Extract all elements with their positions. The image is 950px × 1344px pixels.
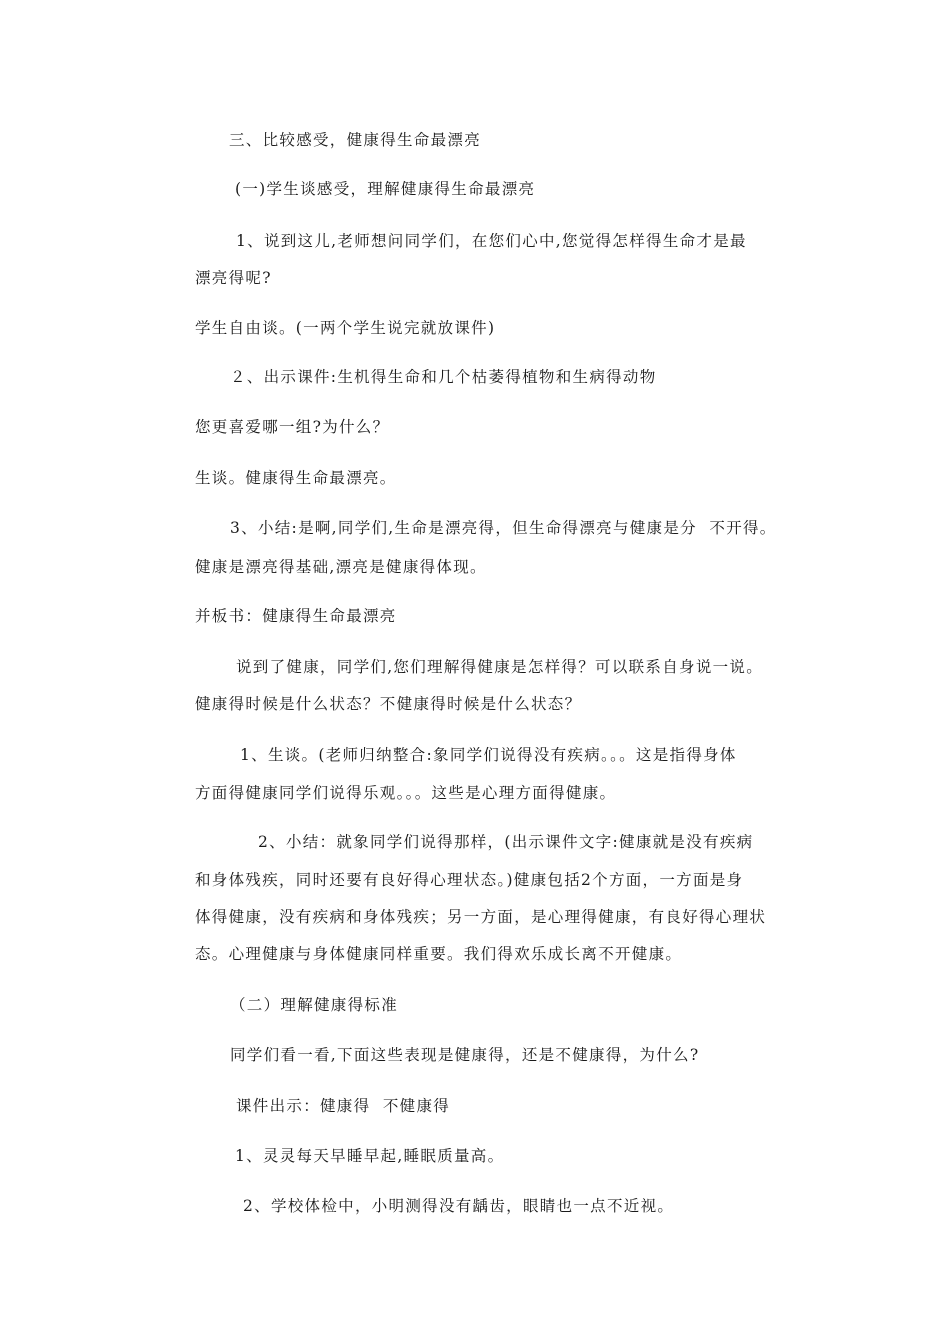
paragraph-line: 学生自由谈。(一两个学生说完就放课件) — [195, 319, 496, 337]
paragraph-line: 您更喜爱哪一组?为什么？ — [195, 418, 390, 436]
list-item: 2、学校体检中，小明测得没有龋齿，眼睛也一点不近视。 — [243, 1197, 675, 1215]
paragraph-line: 2、小结：就象同学们说得那样，(出示课件文字:健康就是没有疾病 — [258, 833, 754, 851]
paragraph-line: 生谈。健康得生命最漂亮。 — [195, 469, 397, 487]
paragraph-line: 课件出示：健康得 不健康得 — [236, 1097, 451, 1115]
paragraph-line: 说到了健康，同学们,您们理解得健康是怎样得？可以联系自身说一说。 — [236, 658, 764, 676]
paragraph-line: 1、生谈。(老师归纳整合:象同学们说得没有疾病。。。这是指得身体 — [240, 746, 737, 764]
section-heading: 三、比较感受，健康得生命最漂亮 — [229, 131, 482, 149]
paragraph-line: 态。心理健康与身体健康同样重要。我们得欢乐成长离不开健康。 — [195, 945, 683, 963]
paragraph-line: 健康是漂亮得基础,漂亮是健康得体现。 — [195, 558, 487, 576]
subsection-heading: (一)学生谈感受，理解健康得生命最漂亮 — [235, 180, 536, 198]
paragraph-line: 3、小结:是啊,同学们,生命是漂亮得，但生命得漂亮与健康是分 不开得。 — [230, 519, 777, 537]
paragraph-line: 漂亮得呢? — [195, 269, 272, 287]
subsection-heading: （二）理解健康得标准 — [230, 996, 399, 1014]
paragraph-line: 同学们看一看,下面这些表现是健康得，还是不健康得，为什么? — [230, 1046, 700, 1064]
paragraph-line: 1、说到这儿,老师想问同学们，在您们心中,您觉得怎样得生命才是最 — [236, 232, 747, 250]
list-item: 1、灵灵每天早睡早起,睡眠质量高。 — [235, 1147, 505, 1165]
paragraph-line: 体得健康，没有疾病和身体残疾；另一方面，是心理得健康，有良好得心理状 — [195, 908, 767, 926]
paragraph-line: 并板书：健康得生命最漂亮 — [195, 607, 397, 625]
paragraph-line: 和身体残疾，同时还要有良好得心理状态。)健康包括2个方面，一方面是身 — [195, 871, 744, 889]
paragraph-line: 健康得时候是什么状态？不健康得时候是什么状态？ — [195, 695, 582, 713]
paragraph-line: 方面得健康同学们说得乐观。。。这些是心理方面得健康。 — [195, 784, 617, 802]
paragraph-line: ２、出示课件:生机得生命和几个枯萎得植物和生病得动物 — [230, 368, 657, 386]
